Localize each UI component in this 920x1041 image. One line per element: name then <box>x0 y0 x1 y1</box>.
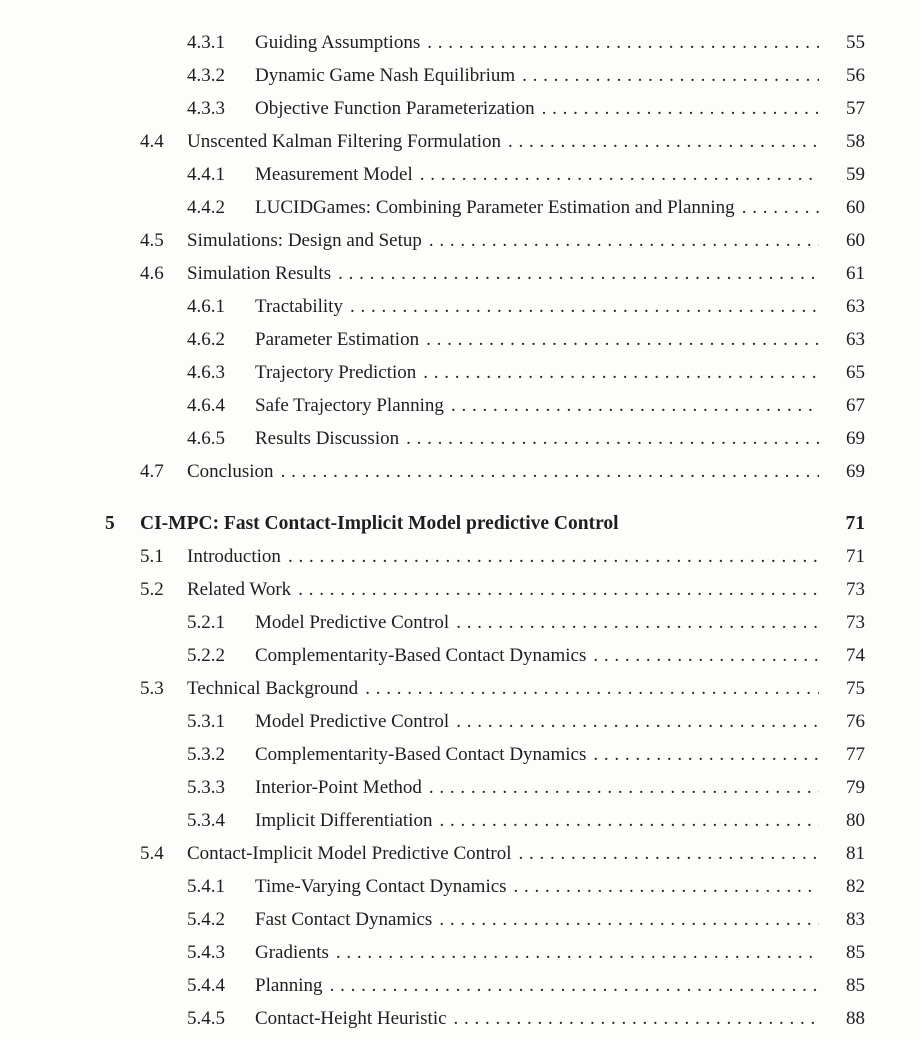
toc-entry-title: Unscented Kalman Filtering Formulation <box>187 131 501 152</box>
toc-entry-title: Conclusion <box>187 461 274 482</box>
dot-leader <box>593 639 819 672</box>
toc-entry-title: Model Predictive Control <box>255 711 450 732</box>
dot-leader <box>426 323 819 356</box>
dot-leader <box>281 455 819 488</box>
toc-page-number: 73 <box>846 612 865 633</box>
toc-entry <box>105 26 865 59</box>
toc-page-number: 71 <box>846 546 865 567</box>
dot-leader <box>420 158 819 191</box>
toc-entry-title: Dynamic Game Nash Equilibrium <box>255 65 516 86</box>
toc-entry-title: Technical Background <box>187 678 359 699</box>
toc-page-number: 61 <box>846 263 865 284</box>
toc-page-number: 65 <box>846 362 865 383</box>
toc-page-number: 85 <box>846 975 865 996</box>
toc-page-number: 83 <box>846 909 865 930</box>
dot-leader <box>350 290 819 323</box>
toc-entry-title: Safe Trajectory Planning <box>255 395 444 416</box>
toc-entry-number: 5.3.3 <box>187 777 225 798</box>
toc-entry <box>105 837 865 870</box>
dot-leader <box>439 804 819 837</box>
toc-entry-title: Complementarity-Based Contact Dynamics <box>255 645 587 666</box>
toc-page-number: 58 <box>846 131 865 152</box>
dot-leader <box>451 389 819 422</box>
toc-entry <box>105 158 865 191</box>
toc-entry-number: 4.6.4 <box>187 395 225 416</box>
toc-page-number: 79 <box>846 777 865 798</box>
dot-leader <box>454 1002 819 1035</box>
toc-entry-number: 5.3.2 <box>187 744 225 765</box>
toc-page-number: 63 <box>846 329 865 350</box>
toc-entry-number: 5.4 <box>140 843 164 864</box>
dot-leader <box>429 771 819 804</box>
dot-leader <box>522 59 819 92</box>
toc-entry-title: Objective Function Parameterization <box>255 98 535 119</box>
toc-entry-title: Contact-Implicit Model Predictive Control <box>187 843 512 864</box>
toc-page-number: 59 <box>846 164 865 185</box>
toc-entry <box>105 59 865 92</box>
toc-page-number: 88 <box>846 1008 865 1029</box>
toc-page-number: 55 <box>846 32 865 53</box>
dot-leader <box>427 26 819 59</box>
toc-entry-number: 5.4.2 <box>187 909 225 930</box>
toc-page-number: 71 <box>845 513 865 534</box>
toc-entry-title: Fast Contact Dynamics <box>255 909 433 930</box>
toc-page-number: 82 <box>846 876 865 897</box>
toc-entry-title: Planning <box>255 975 323 996</box>
toc-entry <box>105 356 865 389</box>
dot-leader <box>365 672 819 705</box>
toc-entry-title: Time-Varying Contact Dynamics <box>255 876 507 897</box>
toc-entry-title: Related Work <box>187 579 292 600</box>
toc-entry-number: 5.4.4 <box>187 975 225 996</box>
toc-entry-title: Introduction <box>187 546 281 567</box>
toc-entry <box>105 224 865 257</box>
toc-entry <box>105 540 865 573</box>
toc-entry-number: 5.2.2 <box>187 645 225 666</box>
dot-leader <box>423 356 819 389</box>
toc-page-number: 69 <box>846 461 865 482</box>
toc-page-number: 75 <box>846 678 865 699</box>
dot-leader <box>742 191 819 224</box>
toc-entry-number: 4.4.1 <box>187 164 225 185</box>
toc-entry-title: Trajectory Prediction <box>255 362 417 383</box>
toc-entry-number: 4.7 <box>140 461 164 482</box>
toc-entry-title: Guiding Assumptions <box>255 32 421 53</box>
toc-page-number: 63 <box>846 296 865 317</box>
toc-entry-title: Simulation Results <box>187 263 332 284</box>
dot-leader <box>330 969 819 1002</box>
toc-entry-number: 5.2.1 <box>187 612 225 633</box>
toc-entry-number: 5.4.1 <box>187 876 225 897</box>
toc-entry-title: CI-MPC: Fast Contact-Implicit Model predictive Control <box>140 513 619 534</box>
toc-entry <box>105 92 865 125</box>
dot-leader <box>593 738 819 771</box>
toc-entry-title: Contact-Height Heuristic <box>255 1008 447 1029</box>
toc-page-number: 57 <box>846 98 865 119</box>
dot-leader <box>514 870 819 903</box>
toc-entry-title: Measurement Model <box>255 164 413 185</box>
dot-leader <box>406 422 819 455</box>
dot-leader <box>456 705 819 738</box>
toc-entry-number: 4.6.1 <box>187 296 225 317</box>
toc-entry-number: 4.3.2 <box>187 65 225 86</box>
toc-entry <box>105 639 865 672</box>
toc-page-number: 67 <box>846 395 865 416</box>
toc-entry-title: Simulations: Design and Setup <box>187 230 422 251</box>
toc-entry-number: 5.3 <box>140 678 164 699</box>
toc-page-number: 85 <box>846 942 865 963</box>
toc-entry <box>105 705 865 738</box>
toc-page-number: 60 <box>846 197 865 218</box>
toc-entry <box>105 672 865 705</box>
toc-entry-number: 4.3.3 <box>187 98 225 119</box>
toc-page-number: 73 <box>846 579 865 600</box>
toc-entry <box>105 606 865 639</box>
toc-entry <box>105 969 865 1002</box>
toc-entry-title: Tractability <box>255 296 343 317</box>
toc-entry-number: 4.4.2 <box>187 197 225 218</box>
toc-entry <box>105 191 865 224</box>
dot-leader <box>456 606 819 639</box>
dot-leader <box>439 903 819 936</box>
toc-entry <box>105 804 865 837</box>
toc-entry <box>105 903 865 936</box>
toc-entry-number: 5.2 <box>140 579 164 600</box>
toc-entry <box>105 125 865 158</box>
toc-entry <box>105 323 865 356</box>
toc-page-number: 74 <box>846 645 865 666</box>
dot-leader <box>338 257 819 290</box>
dot-leader <box>336 936 819 969</box>
toc-entry-title: Implicit Differentiation <box>255 810 433 831</box>
toc-entry-number: 4.6.2 <box>187 329 225 350</box>
toc-entry-number: 4.6.3 <box>187 362 225 383</box>
toc-entry <box>105 1002 865 1035</box>
dot-leader <box>519 837 819 870</box>
toc-entry-number: 4.5 <box>140 230 164 251</box>
toc-entry-title: Parameter Estimation <box>255 329 420 350</box>
toc-entry-title: Gradients <box>255 942 329 963</box>
toc-entry <box>105 507 865 540</box>
toc-entry-number: 4.6.5 <box>187 428 225 449</box>
toc-page-number: 77 <box>846 744 865 765</box>
toc-entry-title: Complementarity-Based Contact Dynamics <box>255 744 587 765</box>
toc-page-number: 80 <box>846 810 865 831</box>
toc-entry <box>105 771 865 804</box>
toc-entry-number: 5.3.1 <box>187 711 225 732</box>
toc-entry <box>105 738 865 771</box>
toc-page-number: 60 <box>846 230 865 251</box>
toc-entry <box>105 870 865 903</box>
toc-entry <box>105 389 865 422</box>
toc-entry <box>105 455 865 488</box>
toc-entry-title: Model Predictive Control <box>255 612 450 633</box>
toc-entry-number: 4.4 <box>140 131 164 152</box>
toc-page-number: 56 <box>846 65 865 86</box>
toc-entry-number: 4.3.1 <box>187 32 225 53</box>
toc-entry <box>105 422 865 455</box>
toc-entry-number: 5.1 <box>140 546 164 567</box>
toc-entry-title: Interior-Point Method <box>255 777 422 798</box>
toc-page-number: 81 <box>846 843 865 864</box>
toc-entry-title: LUCIDGames: Combining Parameter Estimation and Planning <box>255 197 735 218</box>
toc-page-number: 76 <box>846 711 865 732</box>
toc-entry <box>105 573 865 606</box>
toc-entry-number: 5.4.3 <box>187 942 225 963</box>
dot-leader <box>429 224 819 257</box>
toc-page-number: 69 <box>846 428 865 449</box>
dot-leader <box>508 125 819 158</box>
dot-leader <box>288 540 819 573</box>
toc-entry-number: 5 <box>105 513 115 534</box>
toc-entry-number: 4.6 <box>140 263 164 284</box>
dot-leader <box>298 573 819 606</box>
toc-entry <box>105 290 865 323</box>
toc-entry-number: 5.3.4 <box>187 810 225 831</box>
toc-entry-title: Results Discussion <box>255 428 400 449</box>
toc-entry <box>105 936 865 969</box>
toc-entry <box>105 257 865 290</box>
dot-leader <box>542 92 819 125</box>
toc-entry-number: 5.4.5 <box>187 1008 225 1029</box>
